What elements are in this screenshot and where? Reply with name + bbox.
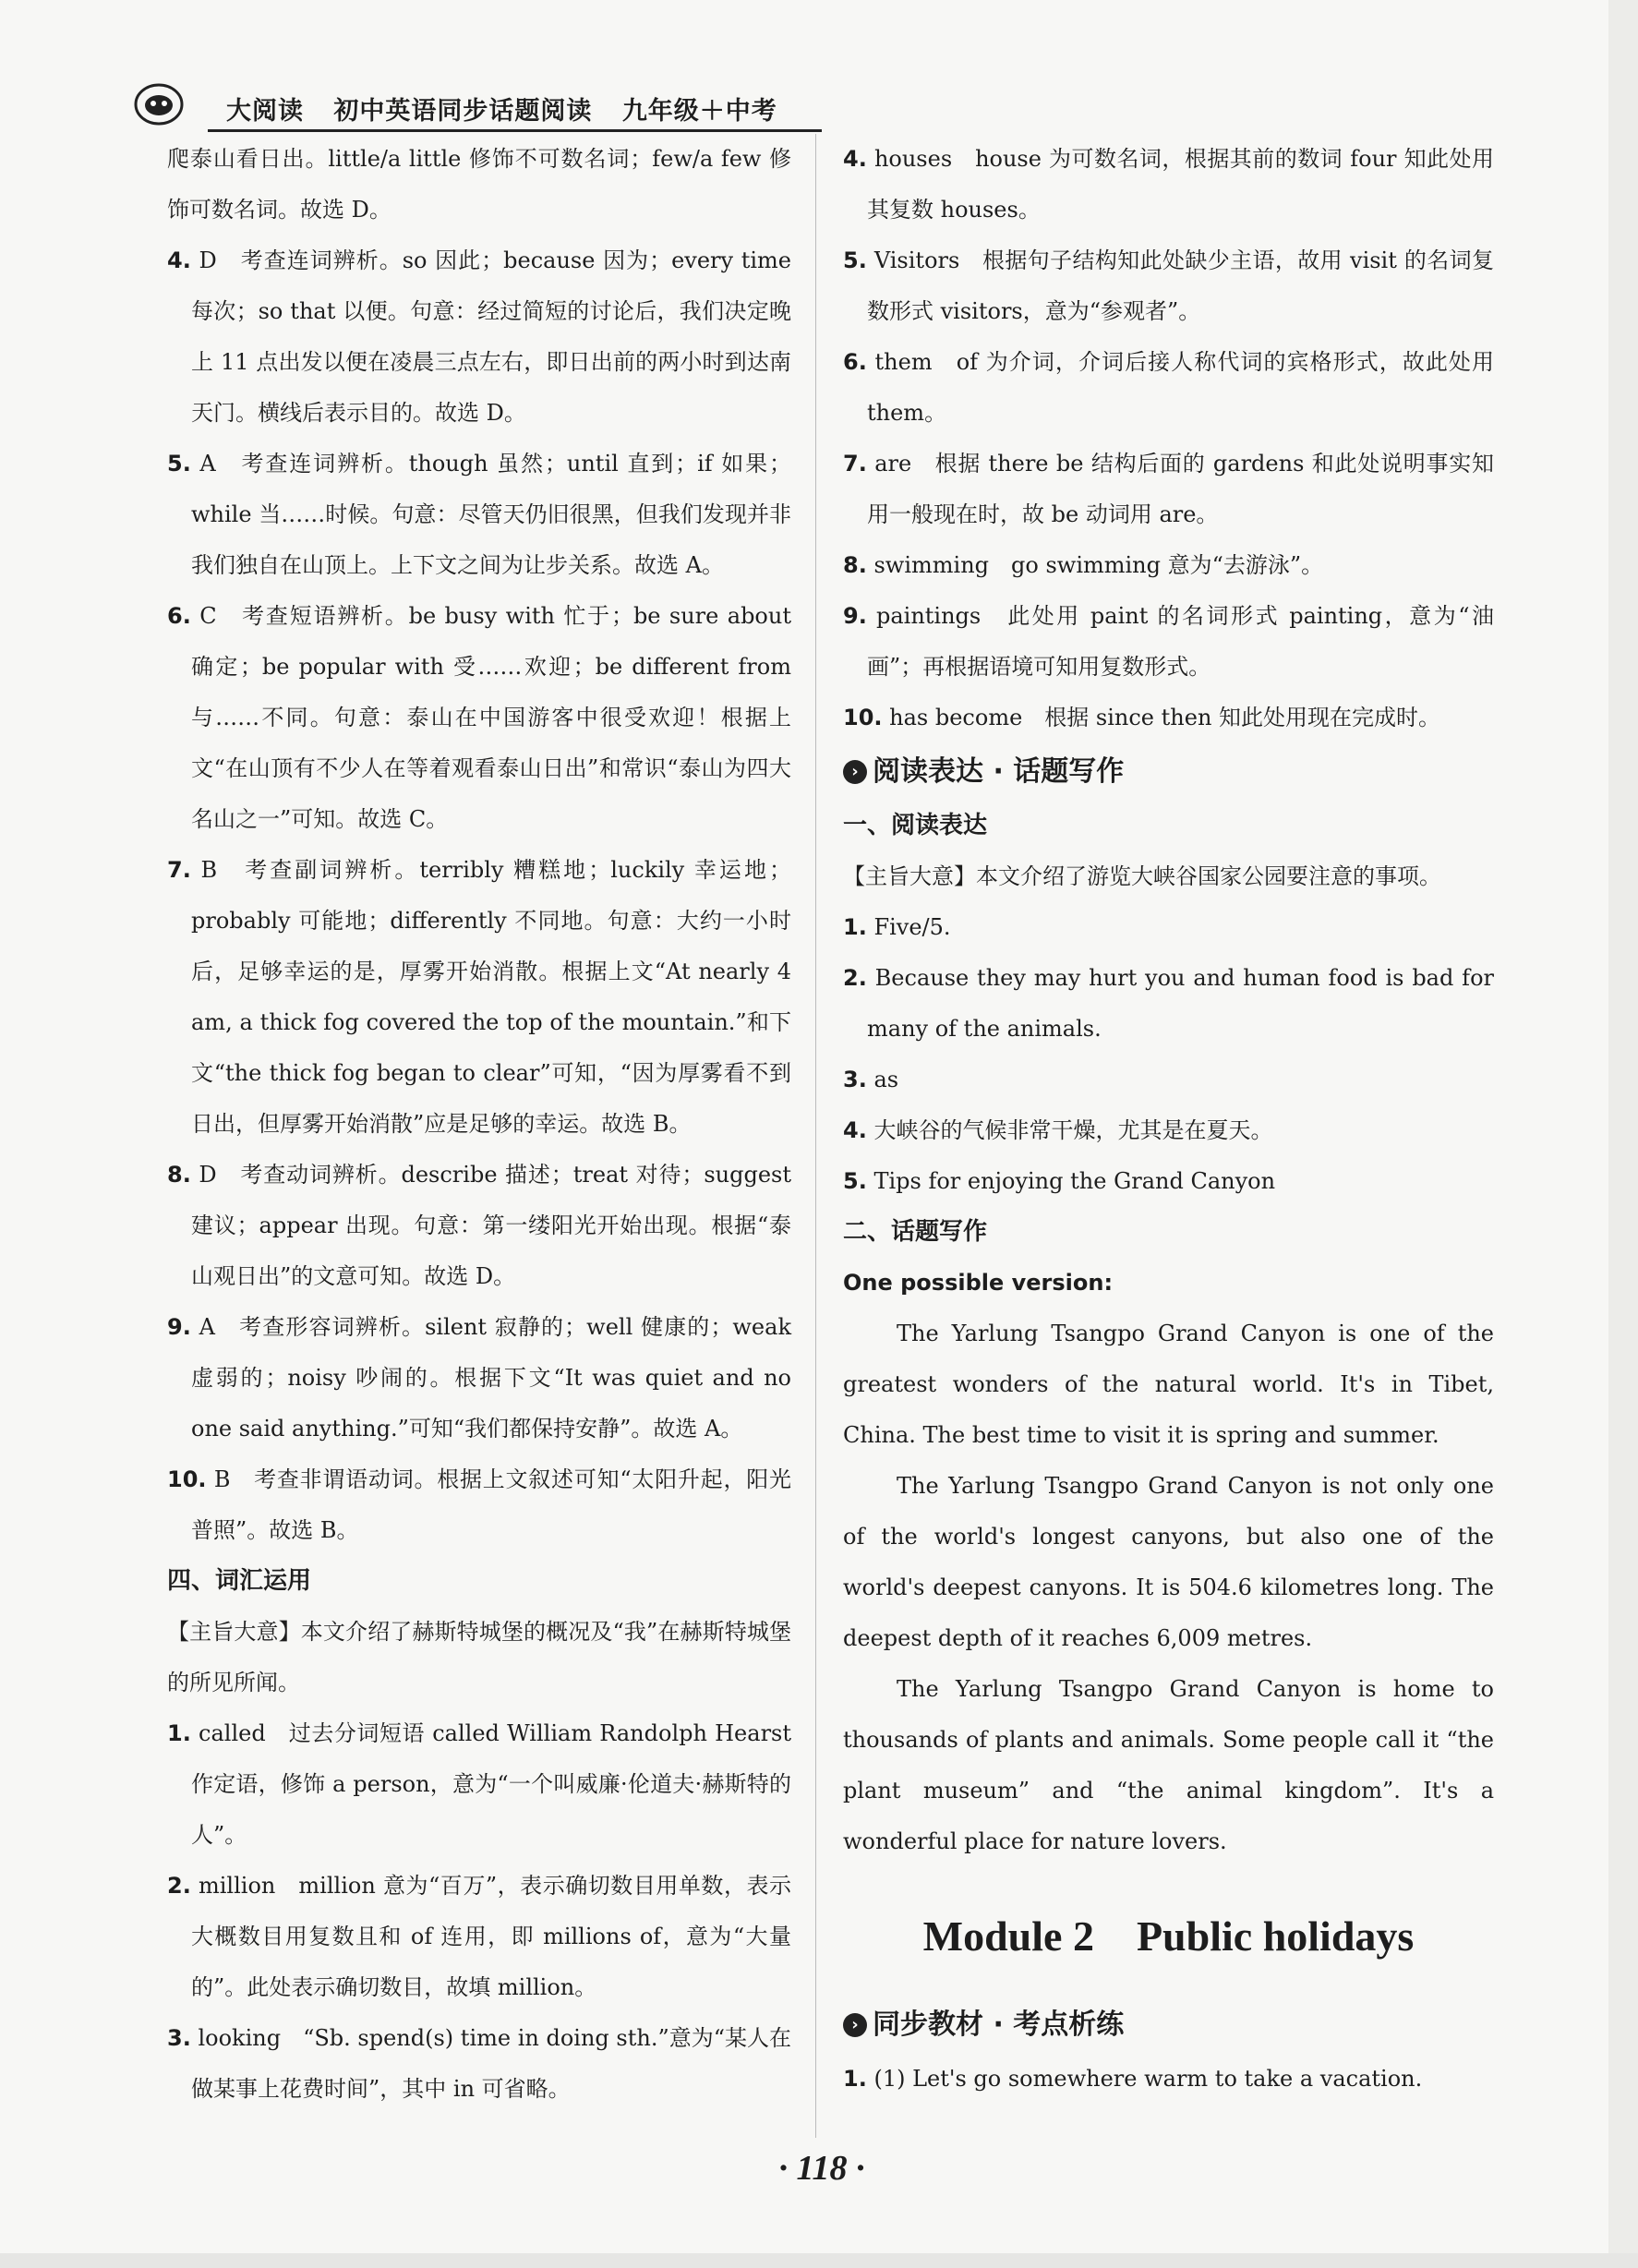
section-title-text: 阅读表达 · 话题写作 xyxy=(873,755,1125,788)
answer-number: 4. xyxy=(843,1117,867,1143)
answer-text: A 考查形容词辨析。silent 寂静的；well 健康的；weak 虚弱的；noisy 吵闹的。根据下文“It was quiet and no one said anything.”可知“我们都保持安静”。故选 A。 xyxy=(191,1314,791,1442)
answer-number: 4. xyxy=(167,247,191,273)
answer-number: 5. xyxy=(843,1168,867,1194)
sub-heading: 四、词汇运用 xyxy=(167,1567,312,1595)
answer-number: 2. xyxy=(167,1873,191,1899)
column-divider xyxy=(815,134,816,2138)
left-column xyxy=(167,134,791,2115)
module-title: Module 2 Public holidays xyxy=(922,1912,1415,1960)
header-grade: 九年级＋中考 xyxy=(621,97,777,126)
answer-text: has become 根据 since then 知此处用现在完成时。 xyxy=(889,705,1441,730)
answer-item xyxy=(167,1708,791,1861)
answer-text: Visitors 根据句子结构知此处缺少主语，故用 visit 的名词复数形式 visitors，意为“参观者”。 xyxy=(867,247,1494,324)
answer-item xyxy=(167,439,791,591)
answer-text: them of 为介词，介词后接人称代词的宾格形式，故此处用 them。 xyxy=(867,349,1494,426)
paragraph: 【主旨大意】本文介绍了游览大峡谷国家公园要注意的事项。 xyxy=(843,863,1441,889)
sub-heading: 二、话题写作 xyxy=(843,1218,988,1246)
answer-item xyxy=(167,1302,791,1454)
header-series: 初中英语同步话题阅读 xyxy=(333,97,593,126)
answer-text: (1) Let's go somewhere warm to take a vacation. xyxy=(873,2066,1423,2092)
answer-text: D 考查动词辨析。describe 描述；treat 对待；suggest 建议；appear 出现。句意：第一缕阳光开始出现。根据“泰山观日出”的文意可知。故选 D。 xyxy=(191,1162,791,1289)
essay-paragraph: The Yarlung Tsangpo Grand Canyon is not only one of the world's longest canyons, but also one of the world's deepest canyons. It is 504.6 kilometres long. The deepest depth of it reaches 6,009 metres. xyxy=(843,1473,1494,1651)
answer-number: 9. xyxy=(843,603,867,629)
answer-text: swimming go swimming 意为“去游泳”。 xyxy=(873,552,1324,578)
answer-text: C 考查短语辨析。be busy with 忙于；be sure about 确定；be popular with 受……欢迎；be different from 与……不同。句意：泰山在中国游客中很受欢迎！根据上文“在山顶有不少人在等着观看泰山日出”和常识“泰山为四大名山之一”可知。故选 C。 xyxy=(191,603,791,832)
answer-item xyxy=(843,439,1494,540)
answer-number: 5. xyxy=(843,247,867,273)
answer-number: 8. xyxy=(843,552,867,578)
answer-number: 6. xyxy=(167,603,191,629)
answer-text: as xyxy=(873,1067,899,1092)
answer-item xyxy=(843,902,1494,953)
answer-number: 2. xyxy=(843,965,867,991)
answer-text: called 过去分词短语 called William Randolph Hearst 作定语，修饰 a person，意为“一个叫威廉·伦道夫·赫斯特的人”。 xyxy=(191,1720,792,1848)
answer-item xyxy=(843,1055,1494,1105)
answer-item xyxy=(843,337,1494,439)
section-title-text: 同步教材 · 考点析练 xyxy=(873,2009,1125,2041)
answer-number: 9. xyxy=(167,1314,191,1340)
answer-item xyxy=(843,591,1494,693)
chevron-right-icon: › xyxy=(843,2013,867,2037)
answer-item xyxy=(167,845,791,1150)
answer-item xyxy=(167,1861,791,2013)
answer-text: million million 意为“百万”，表示确切数目用单数，表示大概数目用复数且和 of 连用，即 millions of，意为“大量的”。此处表示确切数目，故填 million。 xyxy=(191,1873,791,2000)
answer-text: B 考查非谓语动词。根据上文叙述可知“太阳升起，阳光普照”。故选 B。 xyxy=(191,1466,791,1543)
answer-item xyxy=(843,693,1494,743)
page-header xyxy=(134,81,822,133)
answer-text: houses house 为可数名词，根据其前的数词 four 知此处用其复数 houses。 xyxy=(867,146,1494,223)
answer-number: 5. xyxy=(167,451,191,477)
paragraph: 爬泰山看日出。little/a little 修饰不可数名词；few/a few 修饰可数名词。故选 D。 xyxy=(167,146,791,223)
answer-item xyxy=(843,540,1494,591)
sub-heading: 一、阅读表达 xyxy=(843,812,988,839)
answer-item xyxy=(167,235,791,439)
answer-item xyxy=(843,2054,1494,2105)
essay-paragraph: The Yarlung Tsangpo Grand Canyon is one of the greatest wonders of the natural world. It's in Tibet, China. The best time to visit it is spring and summer. xyxy=(843,1321,1494,1448)
paragraph: 【主旨大意】本文介绍了赫斯特城堡的概况及“我”在赫斯特城堡的所见所闻。 xyxy=(167,1619,791,1695)
answer-number: 10. xyxy=(843,705,883,730)
answer-text: paintings 此处用 paint 的名词形式 painting，意为“油画”；再根据语境可知用复数形式。 xyxy=(867,603,1494,680)
answer-text: 大峡谷的气候非常干燥，尤其是在夏天。 xyxy=(873,1117,1273,1143)
answer-number: 1. xyxy=(167,1720,191,1746)
answer-text: are 根据 there be 结构后面的 gardens 和此处说明事实知用一般现在时，故 be 动词用 are。 xyxy=(867,451,1494,527)
answer-number: 4. xyxy=(843,146,867,172)
answer-number: 8. xyxy=(167,1162,191,1188)
answer-number: 1. xyxy=(843,914,867,940)
answer-number: 3. xyxy=(843,1067,867,1092)
answer-item xyxy=(167,2013,791,2115)
answer-text: D 考查连词辨析。so 因此；because 因为；every time 每次；so that 以便。句意：经过简短的讨论后，我们决定晚上 11 点出发以便在凌晨三点左右，即日出前的两小时到达南天门。横线后表示目的。故选 D。 xyxy=(191,247,791,426)
answer-number: 10. xyxy=(167,1466,207,1492)
chevron-right-icon: › xyxy=(843,760,867,784)
answer-text: looking “Sb. spend(s) time in doing sth.”意为“某人在做某事上花费时间”，其中 in 可省略。 xyxy=(191,2025,791,2102)
answer-number: 7. xyxy=(843,451,867,477)
answer-number: 1. xyxy=(843,2066,867,2092)
answer-number: 3. xyxy=(167,2025,191,2051)
page-edge xyxy=(1608,0,1638,2268)
answer-item xyxy=(167,1150,791,1302)
header-book: 大阅读 xyxy=(226,97,304,126)
section-title xyxy=(843,743,1494,801)
answer-text: A 考查连词辨析。though 虽然；until 直到；if 如果；while 当……时候。句意：尽管天仍旧很黑，但我们发现并非我们独自在山顶上。上下文之间为让步关系。故选 A。 xyxy=(191,451,791,578)
answer-text: Because they may hurt you and human food is bad for many of the animals. xyxy=(867,965,1494,1042)
answer-item xyxy=(167,1454,791,1556)
header-title xyxy=(226,90,798,127)
answer-text: Tips for enjoying the Grand Canyon xyxy=(873,1168,1276,1194)
answer-item xyxy=(167,591,791,845)
answer-text: Five/5. xyxy=(873,914,951,940)
page-number: · 118 · xyxy=(778,2149,865,2188)
answer-item xyxy=(843,235,1494,337)
right-column xyxy=(843,134,1494,2105)
answer-item xyxy=(843,1105,1494,1156)
answer-number: 7. xyxy=(167,857,191,883)
answer-number: 6. xyxy=(843,349,867,375)
answer-item xyxy=(843,953,1494,1055)
section-title xyxy=(843,1997,1494,2054)
answer-item xyxy=(843,1156,1494,1207)
answer-item xyxy=(843,134,1494,235)
header-rule xyxy=(208,129,822,132)
essay-paragraph: The Yarlung Tsangpo Grand Canyon is home to thousands of plants and animals. Some people call it “the plant museum” and “the animal kingdom”. It's a wonderful place for nature lovers. xyxy=(843,1676,1494,1854)
book-logo-icon xyxy=(134,83,184,126)
page-bottom-edge xyxy=(0,2253,1638,2268)
answer-text: B 考查副词辨析。terribly 糟糕地；luckily 幸运地；probably 可能地；differently 不同地。句意：大约一小时后，足够幸运的是，厚雾开始消散。根据上文“At nearly 4 am, a thick fog covered the top of the mountain.”和下文“the thick fog began to clear”可知，“因为厚雾看不到日出，但厚雾开始消散”应是足够的幸运。故选 B。 xyxy=(191,857,791,1137)
version-label: One possible version: xyxy=(843,1270,1114,1296)
